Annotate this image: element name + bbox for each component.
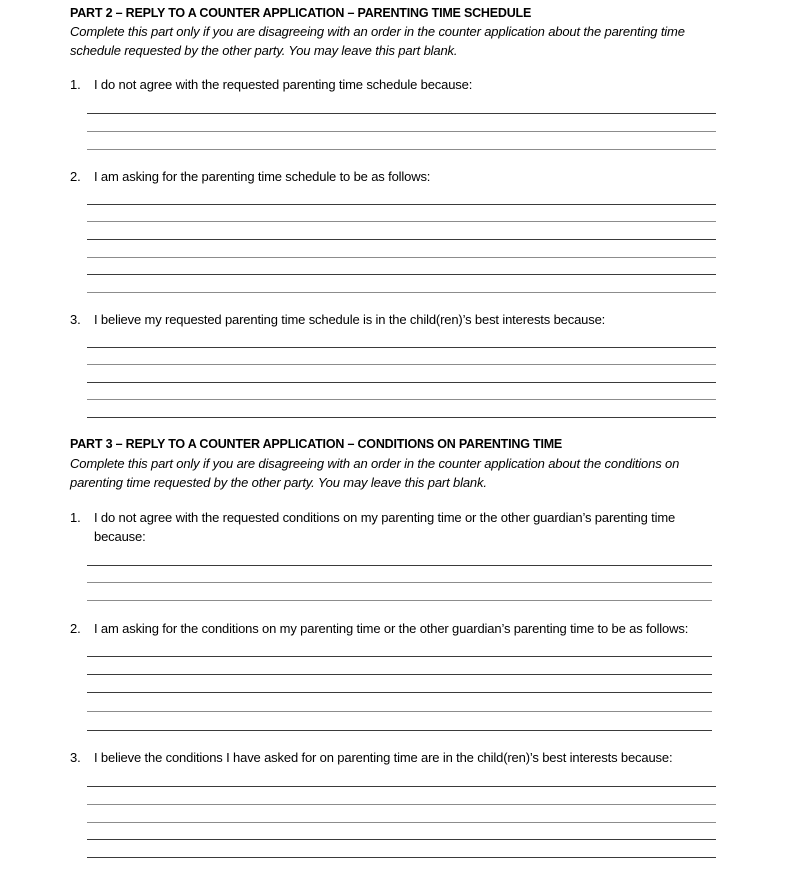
part3-intro-line2: parenting time requested by the other party. You may leave this part blank. <box>70 475 487 490</box>
answer-line[interactable] <box>87 822 716 823</box>
answer-line[interactable] <box>87 674 712 675</box>
question-text: I believe the conditions I have asked for on parenting time are in the child(ren)’s best interests because: <box>94 750 673 765</box>
answer-line[interactable] <box>87 113 716 114</box>
question-number: 1. <box>70 77 81 92</box>
answer-line[interactable] <box>87 839 716 840</box>
question-number: 3. <box>70 312 81 327</box>
answer-line[interactable] <box>87 257 716 258</box>
answer-line[interactable] <box>87 274 716 275</box>
part2-heading: PART 2 – REPLY TO A COUNTER APPLICATION – PARENTING TIME SCHEDULE <box>70 6 532 20</box>
question-number: 3. <box>70 750 81 765</box>
question-text: I do not agree with the requested conditions on my parenting time or the other guardian’s parenting time <box>94 510 676 525</box>
answer-line[interactable] <box>87 786 716 787</box>
answer-line[interactable] <box>87 131 716 132</box>
part2-intro-line1: Complete this part only if you are disagreeing with an order in the counter application about the parenting time <box>70 24 685 39</box>
question-text: I do not agree with the requested parenting time schedule because: <box>94 77 473 92</box>
answer-line[interactable] <box>87 656 712 657</box>
question-text-continued: because: <box>94 529 146 544</box>
question-number: 1. <box>70 510 81 525</box>
answer-line[interactable] <box>87 399 716 400</box>
answer-line[interactable] <box>87 364 716 365</box>
answer-line[interactable] <box>87 149 716 150</box>
answer-line[interactable] <box>87 239 716 240</box>
answer-line[interactable] <box>87 804 716 805</box>
answer-line[interactable] <box>87 565 712 566</box>
question-text: I believe my requested parenting time schedule is in the child(ren)’s best interests because: <box>94 312 606 327</box>
question-number: 2. <box>70 621 81 636</box>
part3-heading: PART 3 – REPLY TO A COUNTER APPLICATION – CONDITIONS ON PARENTING TIME <box>70 437 563 451</box>
answer-line[interactable] <box>87 221 716 222</box>
answer-line[interactable] <box>87 730 712 731</box>
question-number: 2. <box>70 169 81 184</box>
answer-line[interactable] <box>87 382 716 383</box>
question-text: I am asking for the conditions on my parenting time or the other guardian’s parenting time to be as follows: <box>94 621 689 636</box>
answer-line[interactable] <box>87 692 712 693</box>
answer-line[interactable] <box>87 711 712 712</box>
answer-line[interactable] <box>87 204 716 205</box>
question-text: I am asking for the parenting time schedule to be as follows: <box>94 169 431 184</box>
answer-line[interactable] <box>87 417 716 418</box>
answer-line[interactable] <box>87 582 712 583</box>
part3-intro-line1: Complete this part only if you are disagreeing with an order in the counter application about the conditions on <box>70 456 680 471</box>
answer-line[interactable] <box>87 857 716 858</box>
answer-line[interactable] <box>87 600 712 601</box>
answer-line[interactable] <box>87 347 716 348</box>
part2-intro-line2: schedule requested by the other party. You may leave this part blank. <box>70 43 458 58</box>
answer-line[interactable] <box>87 292 716 293</box>
